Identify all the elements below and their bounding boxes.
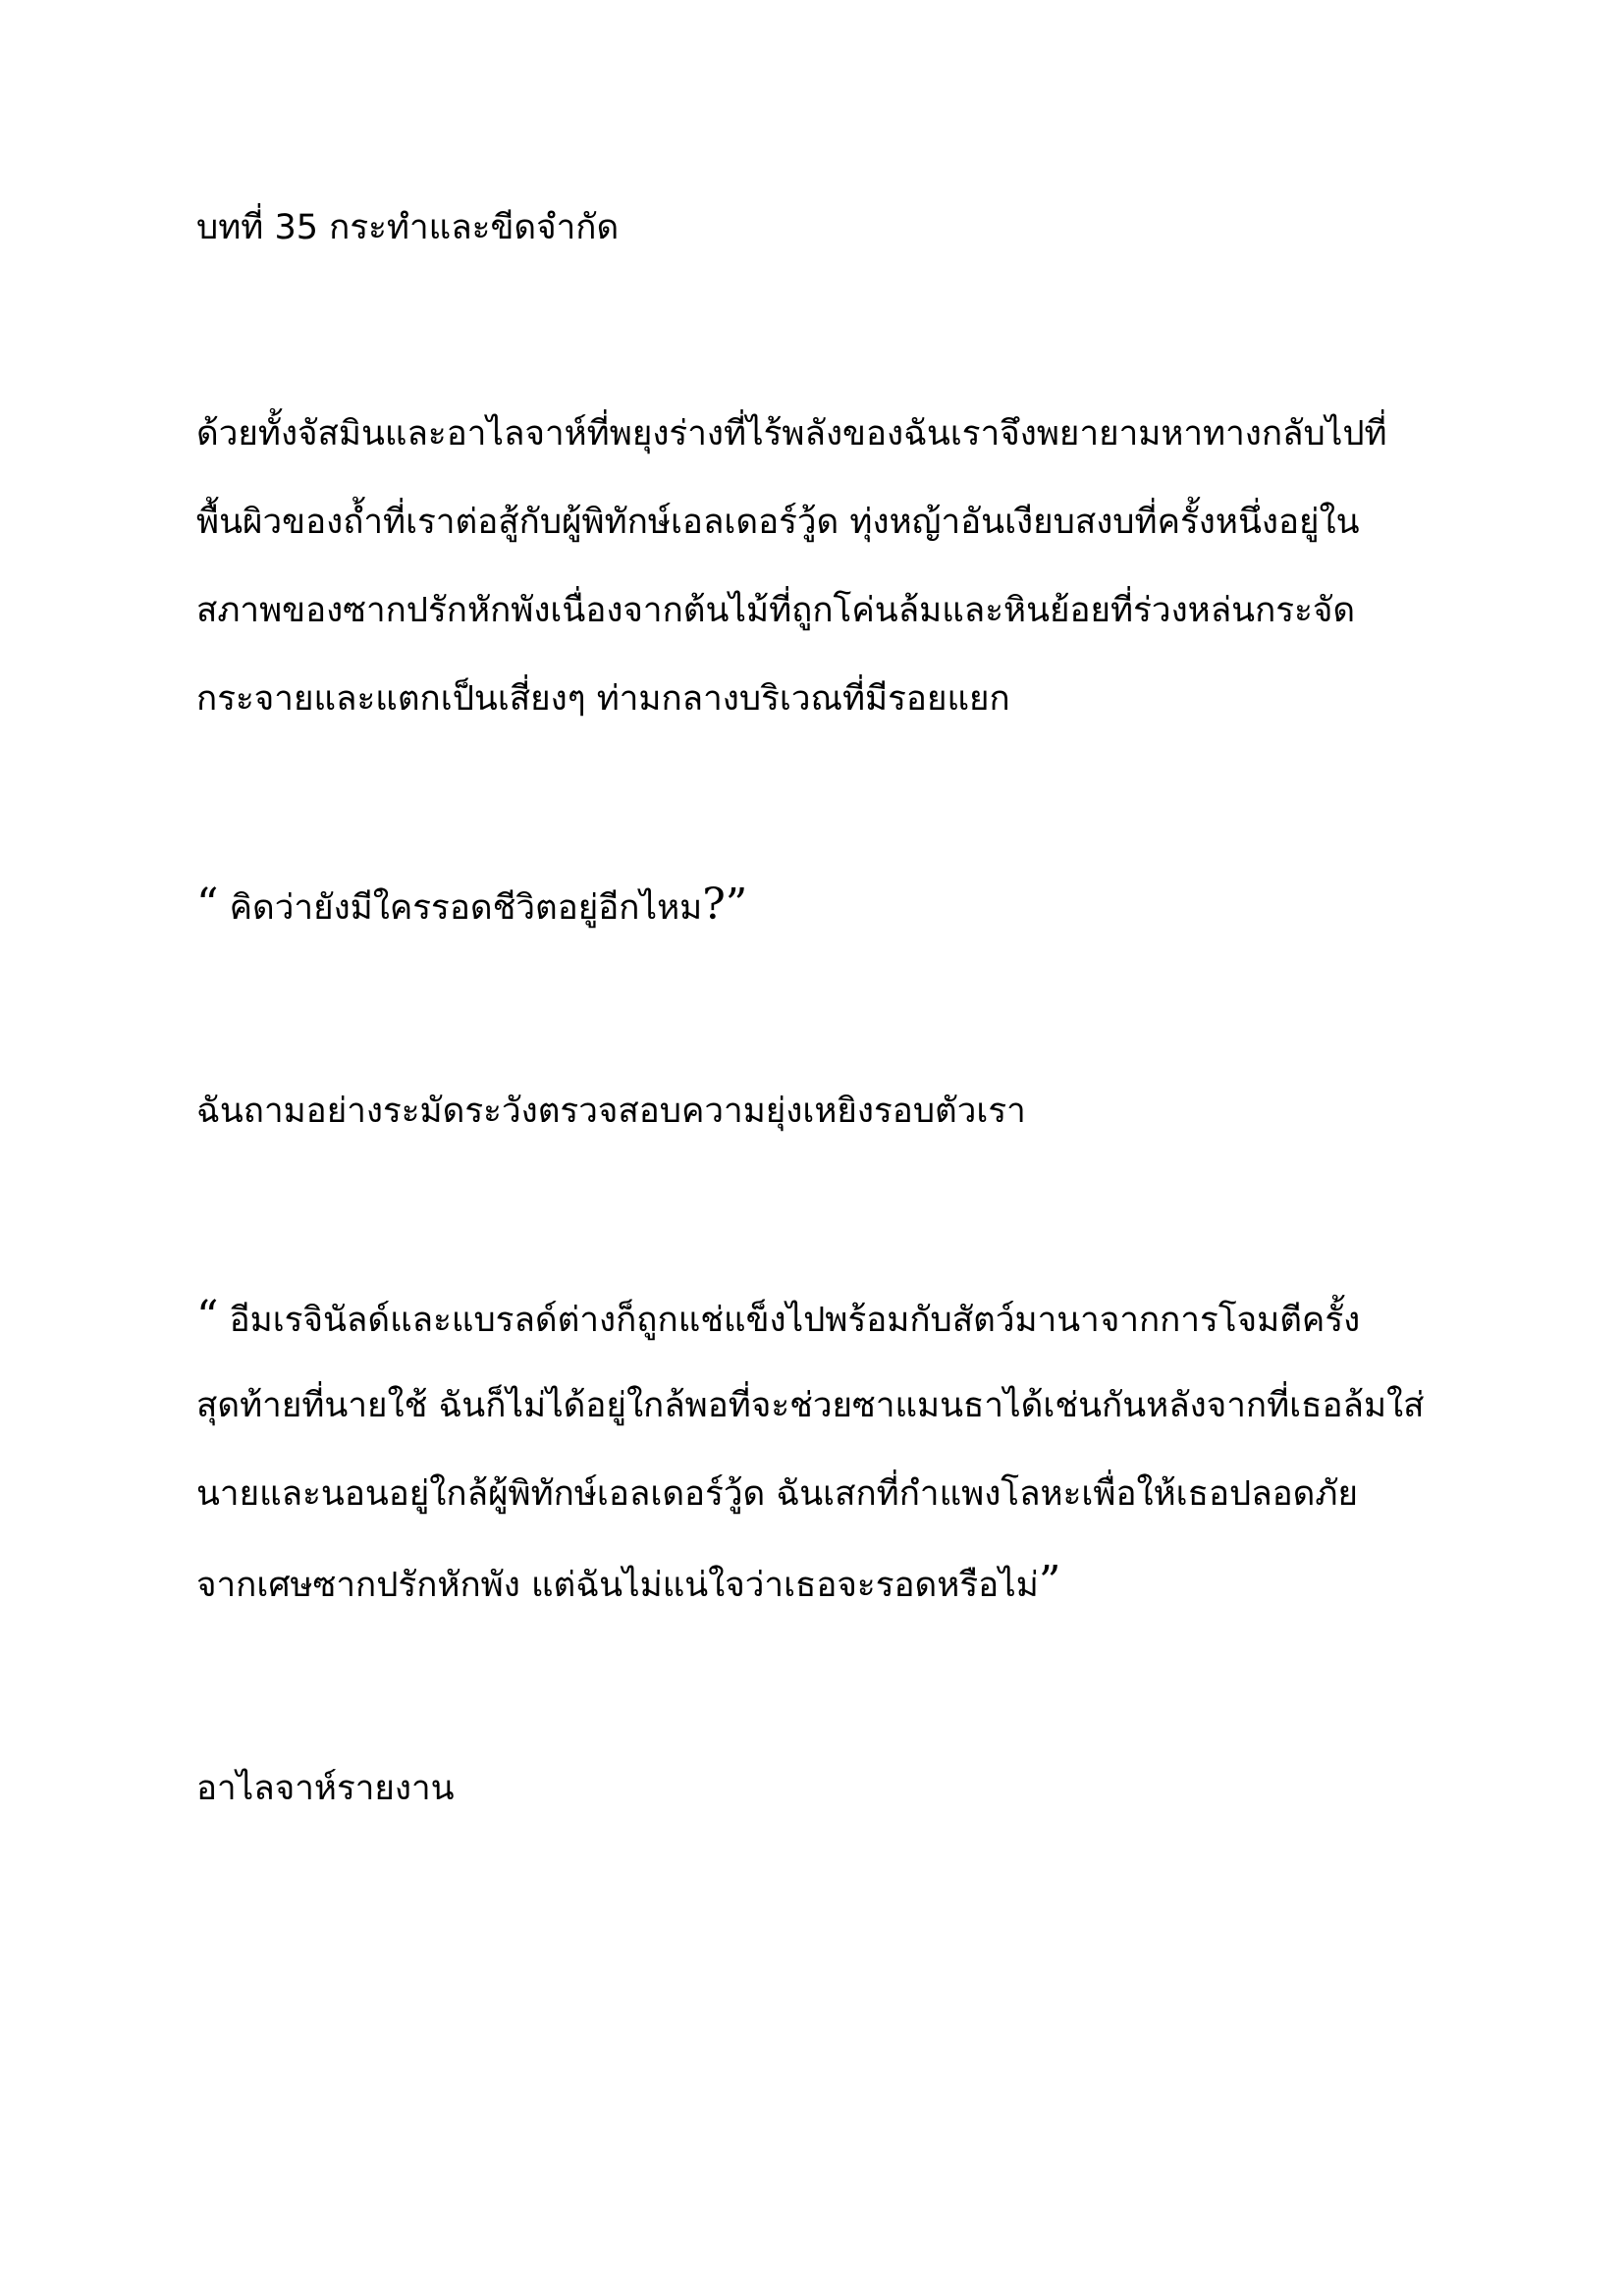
dialogue-2-line-1-text: อีมเรจินัลด์และแบรลด์ต่างก็ถูกแช่แข็งไปพร้อมกับสัตว์มานาจากการโจมตีครั้ง — [218, 1301, 1361, 1340]
dialogue-2-line-4-text: จากเศษซากปรักหักพัง แต่ฉันไม่แน่ใจว่าเธอจะรอดหรือไม่ — [196, 1566, 1039, 1605]
dialogue-2-line-1 — [196, 1294, 1360, 1344]
paragraph-1-line-4: กระจายและแตกเป็นเสี่ยงๆ ท่ามกลางบริเวณที่มีรอยแยก — [196, 679, 1010, 719]
paragraph-1-line-1: ด้วยทั้งจัสมินและอาไลจาห์ที่พยุงร่างที่ไร้พลังของฉันเราจึงพยายามหาทางกลับไปที่ — [196, 414, 1387, 454]
paragraph-1-line-3: สภาพของซากปรักหักพังเนื่องจากต้นไม้ที่ถูกโค่นล้มและหินย้อยที่ร่วงหล่นกระจัด — [196, 591, 1356, 630]
dialogue-2-open-quote: “ — [196, 1292, 219, 1342]
dialogue-2-close-quote: ” — [1038, 1557, 1061, 1607]
narration-1: ฉันถามอย่างระมัดระวังตรวจสอบความยุ่งเหยิงรอบตัวเรา — [196, 1092, 1026, 1131]
dialogue-2-line-4 — [196, 1559, 1060, 1609]
dialogue-1 — [196, 881, 747, 932]
dialogue-2-line-2: สุดท้ายที่นายใช้ ฉันก็ไม่ได้อยู่ใกล้พอที่จะช่วยซาแมนธาได้เช่นกันหลังจากที่เธอล้มใส่ — [196, 1386, 1425, 1425]
dialogue-1-open-quote: “ — [196, 880, 219, 930]
dialogue-1-close-quote: ?” — [702, 880, 748, 930]
dialogue-1-text: คิดว่ายังมีใครรอดชีวิตอยู่อีกไหม — [218, 888, 703, 928]
paragraph-1-line-2: พื้นผิวของถ้ำที่เราต่อสู้กับผู้พิทักษ์เอลเดอร์วู้ด ทุ่งหญ้าอันเงียบสงบที่ครั้งหนึ่งอยู่ใน — [196, 503, 1360, 542]
narration-2: อาไลจาห์รายงาน — [196, 1769, 455, 1808]
chapter-title: บทที่ 35 กระทำและขีดจำกัด — [196, 208, 620, 247]
dialogue-2-line-3: นายและนอนอยู่ใกล้ผู้พิทักษ์เอลเดอร์วู้ด ฉันเสกที่กำแพงโลหะเพื่อให้เธอปลอดภัย — [196, 1474, 1358, 1514]
